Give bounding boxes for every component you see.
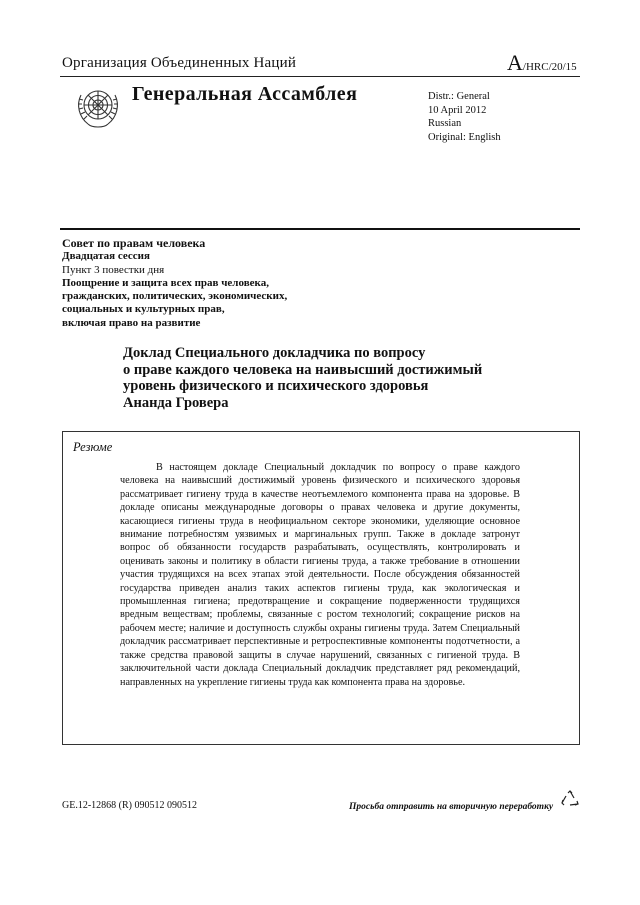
document-language: Russian [428,118,462,129]
agenda-title-line-1: Поощрение и защита всех прав человека, [62,276,269,289]
session-name: Двадцатая сессия [62,250,150,263]
summary-text: В настоящем докладе Специальный докладчик по вопросу о праве каждого человека на наивысший достижимый уровень физического и психического здоровья рассматривает гигиену труда в качестве неотъемлемого компонента права на здоровье. В докладе описаны международные договоры о правах человека и другие документы, касающиеся гигиены труда в неофициальном секторе экономики, уделяющие основное внимание потребностям уязвимых и маргинальных групп. Также в докладе затронут вопрос об обязанности государств разрабатывать, осуществлять, контролировать и оценивать законы и политику в области гигиены труда, а также требование в отношении участия трудящихся на всех этапах этой деятельности. После обсуждения обязанностей государства приведен анализ таких аспектов гигиены труда, как экологическая и промышленная гигиена; предотвращение и сокращение подверженности трудящихся вредным веществам; проблемы, связанные с ростом технологий; сокращение рисков на рабочем месте; наличие и доступность службы охраны гигиены труда. Затем Специальный докладчик рассматривает перспективные и ретроспективные компоненты подотчетности, а также средства правовой защиты в случае нарушений, связанных с гигиеной труда. В заключительной части доклада Специальный докладчик представляет ряд рекомендаций, направленных на укрепление гигиены труда как компонента права на здоровье. [120,462,520,688]
recycle-icon [560,790,580,810]
summary-box [62,431,580,745]
document-symbol [507,52,577,74]
agenda-title-line-3: социальных и культурных прав, [62,303,225,316]
council-block [62,237,287,330]
report-title-line-3: уровень физического и психического здоровья [123,378,429,395]
header-divider [60,76,580,77]
symbol-letter: A [507,50,523,75]
document-number: GE.12-12868 (R) 090512 090512 [62,800,197,811]
summary-label: Резюме [73,440,113,454]
recycle-note: Просьба отправить на вторичную переработку [349,802,554,812]
agenda-title-line-2: гражданских, политических, экономических, [62,290,288,303]
report-title [123,345,563,411]
agenda-item: Пункт 3 повестки дня [62,263,165,276]
symbol-rest: /HRC/20/15 [522,61,577,73]
un-emblem-icon [72,81,124,133]
document-date: 10 April 2012 [428,104,487,116]
report-title-line-1: Доклад Специального докладчика по вопросу [123,345,426,361]
distribution-block [428,90,501,144]
organization-name: Организация Объединенных Наций [62,55,297,71]
original-language: Original: English [428,131,501,143]
report-title-line-2: о праве каждого человека на наивысший достижимый [123,361,483,378]
report-title-line-4: Ананда Гровера [123,394,229,411]
council-name: Совет по правам человека [62,236,206,250]
agenda-title-line-4: включая право на развитие [62,316,201,329]
general-assembly-title: Генеральная Ассамблея [132,83,358,105]
main-divider [60,228,580,230]
distr-general: Distr.: General [428,91,490,102]
